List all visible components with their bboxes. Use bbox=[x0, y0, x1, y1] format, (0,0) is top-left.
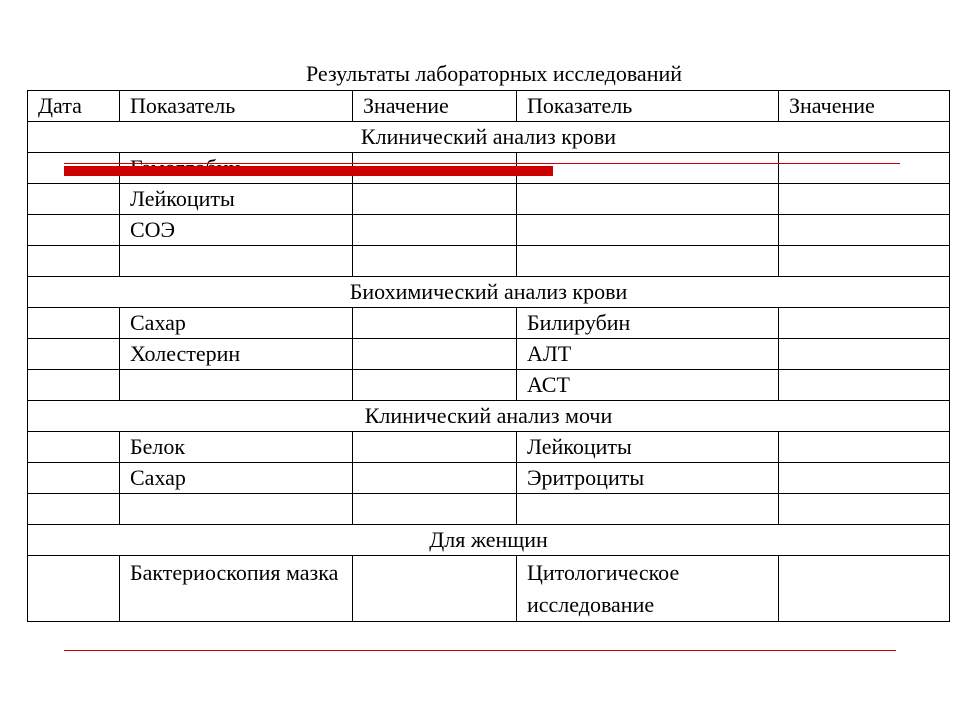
header-row bbox=[28, 91, 950, 122]
header-indicator: Показатель bbox=[120, 91, 353, 122]
header-date: Дата bbox=[28, 91, 120, 122]
section-row bbox=[28, 401, 950, 432]
value-cell bbox=[779, 339, 950, 370]
value-cell bbox=[779, 308, 950, 339]
value-cell bbox=[779, 556, 950, 622]
indicator-cell bbox=[517, 246, 779, 277]
date-cell bbox=[28, 246, 120, 277]
value-cell bbox=[353, 246, 517, 277]
section-title: Клинический анализ мочи bbox=[28, 401, 950, 432]
table-row bbox=[28, 246, 950, 277]
table-row bbox=[28, 556, 950, 622]
date-cell bbox=[28, 308, 120, 339]
indicator-cell: АСТ bbox=[517, 370, 779, 401]
value-cell bbox=[779, 463, 950, 494]
indicator-cell bbox=[120, 494, 353, 525]
date-cell bbox=[28, 494, 120, 525]
value-cell bbox=[779, 494, 950, 525]
indicator-cell bbox=[120, 370, 353, 401]
indicator-cell: Билирубин bbox=[517, 308, 779, 339]
accent-line bbox=[64, 163, 900, 164]
section-row bbox=[28, 277, 950, 308]
indicator-cell bbox=[517, 215, 779, 246]
value-cell bbox=[353, 494, 517, 525]
date-cell bbox=[28, 463, 120, 494]
section-title: Для женщин bbox=[28, 525, 950, 556]
value-cell bbox=[353, 215, 517, 246]
indicator-cell bbox=[120, 246, 353, 277]
header-indicator: Показатель bbox=[517, 91, 779, 122]
section-row bbox=[28, 525, 950, 556]
value-cell bbox=[779, 153, 950, 184]
accent-line bbox=[64, 650, 896, 651]
value-cell bbox=[353, 308, 517, 339]
date-cell bbox=[28, 370, 120, 401]
table-row bbox=[28, 463, 950, 494]
value-cell bbox=[779, 432, 950, 463]
value-cell bbox=[353, 370, 517, 401]
section-row bbox=[28, 122, 950, 153]
indicator-cell: Лейкоциты bbox=[120, 184, 353, 215]
value-cell bbox=[353, 184, 517, 215]
indicator-cell bbox=[517, 153, 779, 184]
table-row bbox=[28, 184, 950, 215]
indicator-cell bbox=[517, 494, 779, 525]
indicator-cell: Бактериоскопия мазка bbox=[120, 556, 353, 622]
value-cell bbox=[779, 215, 950, 246]
date-cell bbox=[28, 432, 120, 463]
table-row bbox=[28, 215, 950, 246]
indicator-cell: АЛТ bbox=[517, 339, 779, 370]
table-row bbox=[28, 370, 950, 401]
date-cell bbox=[28, 215, 120, 246]
value-cell bbox=[353, 556, 517, 622]
section-title: Клинический анализ крови bbox=[28, 122, 950, 153]
value-cell bbox=[779, 184, 950, 215]
indicator-cell: Эритроциты bbox=[517, 463, 779, 494]
value-cell bbox=[779, 246, 950, 277]
header-value: Значение bbox=[779, 91, 950, 122]
page-title: Результаты лабораторных исследований bbox=[305, 61, 683, 86]
value-cell bbox=[353, 339, 517, 370]
section-title: Биохимический анализ крови bbox=[28, 277, 950, 308]
accent-bar bbox=[64, 166, 553, 176]
date-cell bbox=[28, 556, 120, 622]
table-row bbox=[28, 308, 950, 339]
indicator-cell: Цитологическое исследование bbox=[517, 556, 779, 622]
value-cell bbox=[353, 432, 517, 463]
indicator-cell bbox=[517, 184, 779, 215]
indicator-cell: Сахар bbox=[120, 463, 353, 494]
header-value: Значение bbox=[353, 91, 517, 122]
date-cell bbox=[28, 184, 120, 215]
table-row bbox=[28, 339, 950, 370]
value-cell bbox=[353, 463, 517, 494]
indicator-cell: Сахар bbox=[120, 308, 353, 339]
indicator-cell: Белок bbox=[120, 432, 353, 463]
indicator-cell: Холестерин bbox=[120, 339, 353, 370]
indicator-cell: Лейкоциты bbox=[517, 432, 779, 463]
table-row bbox=[28, 494, 950, 525]
indicator-cell: СОЭ bbox=[120, 215, 353, 246]
value-cell bbox=[779, 370, 950, 401]
table-row bbox=[28, 432, 950, 463]
date-cell bbox=[28, 339, 120, 370]
